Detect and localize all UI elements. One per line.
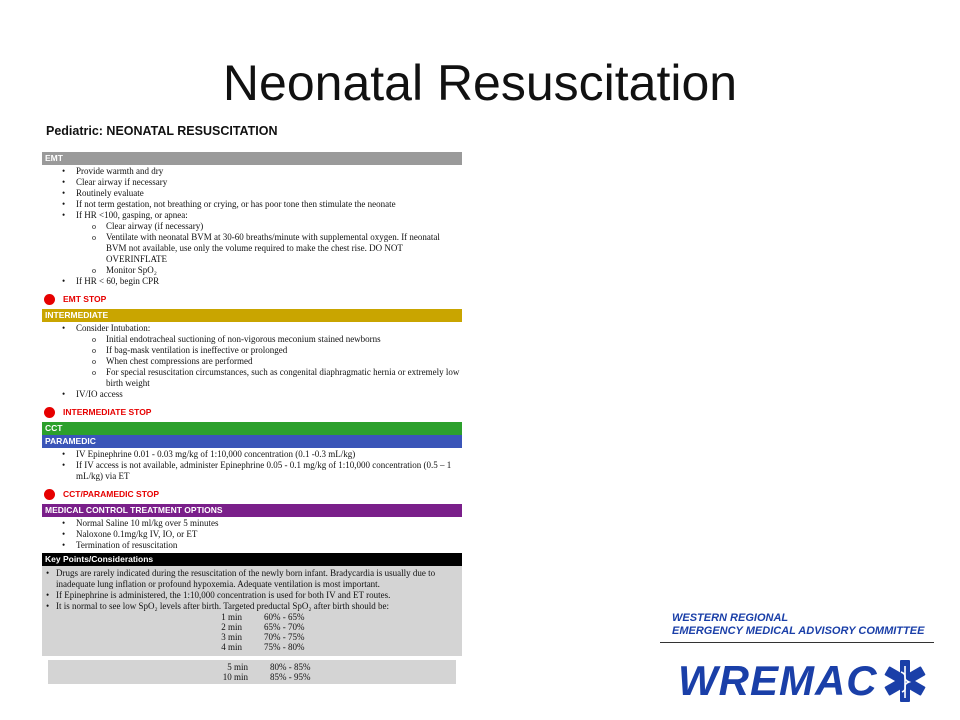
stop-label: INTERMEDIATE STOP [63,407,152,417]
emt-list [42,165,462,289]
spo2-time: 3 min [221,632,242,642]
list-item: • If not term gestation, not breathing or crying, or has poor tone then stimulate the neonate [42,199,462,210]
stop-marker-icon [44,407,55,418]
spo2-range: 75% - 80% [264,642,305,652]
list-item: • IV Epinephrine 0.01 - 0.03 mg/kg of 1:10,000 concentration (0.1 -0.3 mL/kg) [42,449,462,460]
list-item: • Drugs are rarely indicated during the resuscitation of the newly born infant. Bradycardia is usually due to inadequate lung inflation or profound hypoxemia. Adequate ventilation is most important. [42,568,462,590]
spo2-range: 60% - 65% [264,612,305,622]
intermediate-stop [42,404,462,420]
emt-section-header: EMT [42,152,462,165]
wremac-logo [660,612,950,712]
cct-paramedic-stop [42,486,462,502]
intermediate-list [42,322,462,402]
list-item: • Routinely evaluate [42,188,462,199]
logo-divider [660,642,934,643]
list-item: • Termination of resuscitation [42,540,462,551]
list-item: • It is normal to see low SpO₂ levels after birth. Targeted preductal SpO₂ after birth should be: [42,601,462,612]
protocol-document [42,124,462,690]
logo-wordmark: WREMAC [678,657,878,704]
medical-control-list [42,517,462,553]
list-item: • If HR < 60, begin CPR [42,276,462,287]
list-item: • Normal Saline 10 ml/kg over 5 minutes [42,518,462,529]
star-of-life-icon [882,658,928,704]
list-item: • If Epinephrine is administered, the 1:10,000 concentration is used for both IV and ET routes. [42,590,462,601]
spo2-range: 65% - 70% [264,622,305,632]
spo2-time: 1 min [221,612,242,622]
list-item: • IV/IO access [42,389,462,400]
sub-list-item: o Initial endotracheal suctioning of non-vigorous meconium stained newborns [42,334,462,345]
stop-label: CCT/PARAMEDIC STOP [63,489,160,499]
document-title: Pediatric: NEONATAL RESUSCITATION [46,124,278,138]
spo2-time: 10 min [222,672,248,682]
intermediate-section-header: INTERMEDIATE [42,309,462,322]
list-item: • If HR <100, gasping, or apnea: [42,210,462,221]
spo2-target-table-continued [48,660,456,684]
key-points-panel [42,566,462,656]
logo-org-line-1: WESTERN REGIONAL [672,612,789,624]
list-item: • Consider Intubation: [42,323,462,334]
cct-section-header: CCT [42,422,462,435]
paramedic-section-header: PARAMEDIC [42,435,462,448]
sub-list-item: o Clear airway (if necessary) [42,221,462,232]
sub-list-item: o When chest compressions are performed [42,356,462,367]
spo2-time: 4 min [221,642,242,652]
sub-list-item: o For special resuscitation circumstances, such as congenital diaphragmatic hernia or extremely low birth weight [42,367,462,389]
logo-org-line-2: EMERGENCY MEDICAL ADVISORY COMMITTEE [672,625,925,637]
stop-marker-icon [44,489,55,500]
medical-control-section-header: MEDICAL CONTROL TREATMENT OPTIONS [42,504,462,517]
sub-list-item: o Monitor SpO₂ [42,265,462,276]
sub-list-item: o Ventilate with neonatal BVM at 30-60 breaths/minute with supplemental oxygen. If neonatal BVM not available, use only the volume required to make the chest rise. DO NOT OVERINFLATE [42,232,462,265]
paramedic-list [42,448,462,484]
list-item: • Provide warmth and dry [42,166,462,177]
spo2-range: 85% - 95% [270,672,311,682]
key-points-section-header: Key Points/Considerations [42,553,462,566]
stop-label: EMT STOP [63,294,107,304]
spo2-time: 2 min [221,622,242,632]
key-points-list [42,568,462,612]
emt-stop [42,291,462,307]
list-item: • If IV access is not available, administer Epinephrine 0.05 - 0.1 mg/kg of 1:10,000 concentration (0.5 – 1 mL/kg) via ET [42,460,462,482]
stop-marker-icon [44,294,55,305]
spo2-time: 5 min [227,662,248,672]
slide-title: Neonatal Resuscitation [222,55,738,111]
list-item: • Clear airway if necessary [42,177,462,188]
spo2-target-table [42,612,462,652]
spo2-range: 80% - 85% [270,662,311,672]
spo2-range: 70% - 75% [264,632,305,642]
list-item: • Naloxone 0.1mg/kg IV, IO, or ET [42,529,462,540]
sub-list-item: o If bag-mask ventilation is ineffective or prolonged [42,345,462,356]
